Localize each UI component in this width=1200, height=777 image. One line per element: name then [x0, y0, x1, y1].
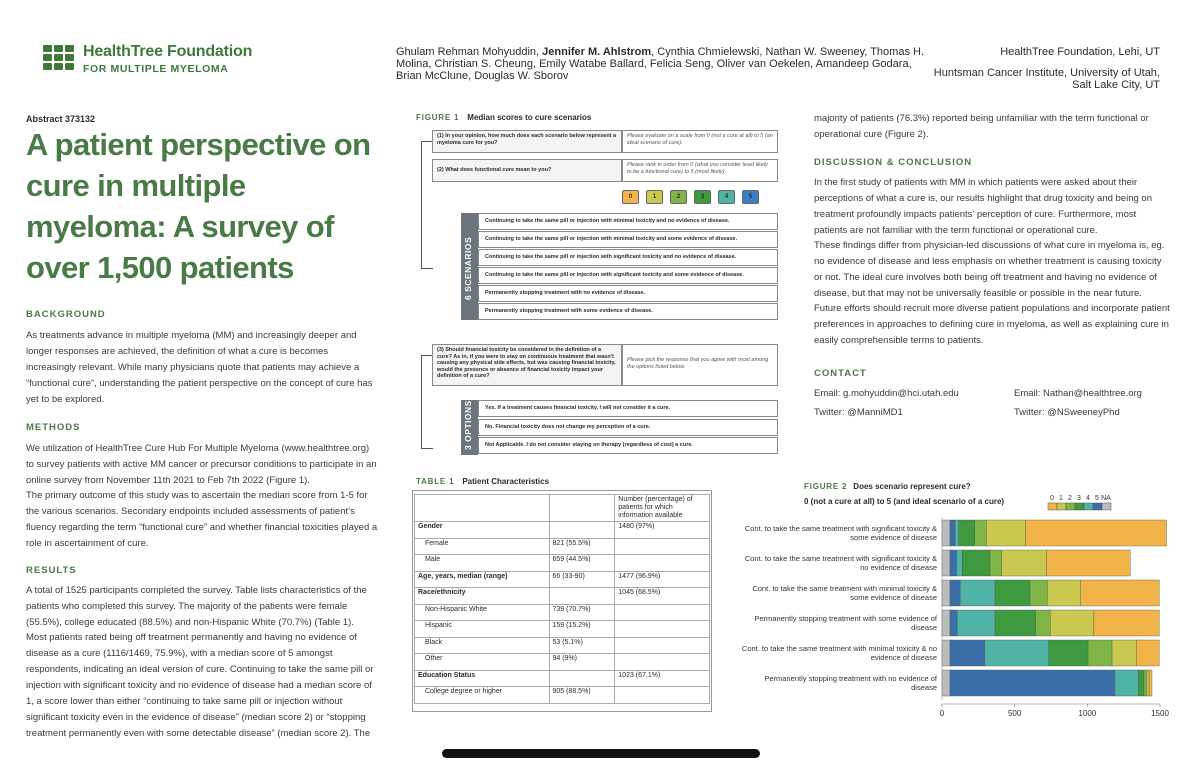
logo-name: HealthTree Foundation	[83, 43, 253, 60]
option-item: No. Financial toxicity does not change my perception of a cure.	[478, 419, 778, 436]
scale-cell: 1	[646, 190, 663, 204]
instruction-1: Please evaluate on a scale from 0 (not a cure at all) to 5 (an ideal scenario of cure).	[622, 130, 778, 153]
bar-segment	[1047, 550, 1131, 576]
bar-segment	[1137, 640, 1160, 666]
affiliation-1: HealthTree Foundation, Lehi, UT	[1000, 46, 1160, 58]
stacked-bar-chart	[930, 490, 1175, 720]
bar-segment	[1147, 670, 1149, 696]
abstract-id: Abstract 373132	[26, 114, 96, 124]
bar-segment	[1138, 670, 1144, 696]
methods-text-2: The primary outcome of this study was to ascertain the median score from 1-5 for the various scenarios. Secondary endpoints included assessments of patient’s fluency regarding the term “functional cure” and whether financial toxicities played a role in ascertainment of cure.	[26, 490, 378, 549]
x-tick-label: 0	[939, 709, 945, 718]
discussion-text-3: Future efforts should recruit more diverse patient populations and incorporate patient preferences in approaches to defining cure in myeloma, as well as explaining cure in easily comprehensible terms to patients.	[814, 303, 1170, 346]
methods-heading: METHODS	[26, 422, 81, 433]
discussion-text-1: In the first study of patients with MM in which patients were asked about their perceptions of what a cure is, our results highlight that drug toxicity and being on treatment profoundly impacts patients’ perception of cure. Furthermore, most patients are not familiar with the term functional or operational cure.	[814, 177, 1152, 236]
figure-2-label: FIGURE 2	[804, 482, 848, 491]
table-cell-available: 1023 (67.1%)	[615, 670, 710, 687]
figure-1-title: Median scores to cure scenarios	[467, 113, 592, 122]
legend-swatch	[1084, 503, 1093, 510]
bar-segment	[1112, 640, 1137, 666]
chart-category-label: Permanently stopping treatment with some evidence of disease	[754, 614, 937, 632]
chart-category-label: Cont. to take the same treatment with significant toxicity & some evidence of disease	[744, 524, 937, 542]
table-cell-available	[615, 555, 710, 572]
legend-label: 2	[1068, 495, 1072, 502]
legend-label: 3	[1077, 495, 1081, 502]
table-1-caption	[416, 477, 549, 486]
legend-label: NA	[1101, 495, 1111, 502]
background-heading: BACKGROUND	[26, 309, 106, 320]
chart-category-label: Permanently stopping treatment with no evidence of disease	[764, 674, 937, 692]
bar-segment	[957, 550, 963, 576]
bar-segment	[1115, 670, 1138, 696]
table-row	[415, 670, 710, 687]
table-1-title: Patient Characteristics	[462, 477, 550, 486]
bar-segment	[950, 640, 985, 666]
option-item: Yes. If a treatment causes financial toxicity, I will not consider it a cure.	[478, 400, 778, 417]
table-cell-label: Hispanic	[415, 621, 550, 638]
table-header-cell	[549, 495, 615, 522]
contact-heading: CONTACT	[814, 368, 867, 379]
figure-2-title: Does scenario represent cure?	[853, 482, 971, 491]
results-continued-text: majority of patients (76.3%) reported being unfamiliar with the term functional or operational cure (Figure 2).	[814, 113, 1149, 140]
question-2: (2) What does functional cure mean to you?	[432, 159, 622, 182]
affiliations	[920, 46, 1160, 91]
table-cell-available	[615, 621, 710, 638]
x-tick-label: 500	[1007, 709, 1022, 718]
table-cell-available: 1045 (68.5%)	[615, 588, 710, 605]
table-cell-available	[615, 538, 710, 555]
table-cell-value	[549, 522, 615, 539]
x-tick-label: 1000	[1078, 709, 1097, 718]
bar-segment	[1047, 580, 1080, 606]
table-row	[415, 555, 710, 572]
author-list	[396, 46, 932, 82]
table-cell-value: 905 (88.5%)	[549, 687, 615, 704]
bar-segment	[942, 550, 950, 576]
table-1-label: TABLE 1	[416, 477, 455, 486]
bar-segment	[1036, 610, 1051, 636]
bar-segment	[1050, 610, 1094, 636]
scenario-item: Permanently stopping treatment with some evidence of disease.	[478, 303, 778, 320]
chart-category-label: Cont. to take the same treatment with minimal toxicity & some evidence of disease	[752, 584, 937, 602]
instruction-2: Please rank in order from 0 (what you consider least likely to be a functional cure) to 5 (most likely).	[622, 159, 778, 182]
table-cell-available	[615, 654, 710, 671]
contact-email-1[interactable]: Email: g.mohyuddin@hci.utah.edu	[814, 388, 959, 399]
background-text: As treatments advance in multiple myeloma (MM) and increasingly deeper and longer responses are achieved, the definition of what a cure is becomes increasingly relevant. While many physicians quote that patients may achieve a “functional cure”, understanding the patient perspective on the concept of cure has yet to be explored.	[26, 330, 373, 405]
scenario-item: Permanently stopping treatment with no evidence of disease.	[478, 285, 778, 302]
bar-segment	[950, 670, 1115, 696]
discussion-text-2: These findings differ from physician-led discussions of what cure in myeloma is, eg. no evidence of disease and less emphasis on whether treatment is causing toxicity or not. The ideal cure involves both being off treatment and having no evidence of disease, but that may not be universally feasible or possible in the near future.	[814, 240, 1165, 299]
legend-swatch	[1075, 503, 1084, 510]
table-row	[415, 621, 710, 638]
table-row	[415, 604, 710, 621]
legend-label: 0	[1050, 495, 1054, 502]
bar-segment	[950, 610, 957, 636]
figure-1-caption	[416, 113, 591, 122]
table-cell-label: Race/ethnicity	[415, 588, 550, 605]
scale-cell: 4	[718, 190, 735, 204]
table-header-cell	[415, 495, 550, 522]
scenarios-tag: 6 SCENARIOS	[463, 236, 473, 300]
bar-segment	[1026, 520, 1167, 546]
affiliation-2: Huntsman Cancer Institute, University of Utah, Salt Lake City, UT	[933, 67, 1160, 91]
contact-twitter-1[interactable]: Twitter: @ManniMD1	[814, 407, 903, 418]
table-cell-value: 739 (70.7%)	[549, 604, 615, 621]
bar-segment	[942, 640, 950, 666]
foundation-logo	[43, 43, 273, 79]
bar-segment	[950, 550, 957, 576]
table-cell-label: Non-Hispanic White	[415, 604, 550, 621]
bar-segment	[1030, 580, 1047, 606]
scale-cell: 3	[694, 190, 711, 204]
legend-swatch	[1048, 503, 1057, 510]
table-cell-label: Education Status	[415, 670, 550, 687]
table-cell-label: Male	[415, 555, 550, 572]
poster-title: A patient perspective on cure in multiple myeloma: A survey of over 1,500 patients	[26, 127, 371, 285]
table-cell-available	[615, 687, 710, 704]
table-cell-label: Other	[415, 654, 550, 671]
bar-segment	[962, 550, 990, 576]
table-cell-value: 53 (5.1%)	[549, 637, 615, 654]
bar-segment	[942, 580, 950, 606]
table-cell-value	[549, 670, 615, 687]
legend-label: 4	[1086, 495, 1090, 502]
bar-segment	[959, 520, 975, 546]
bar-segment	[1081, 580, 1159, 606]
bar-segment	[975, 520, 987, 546]
table-row	[415, 538, 710, 555]
chart-category-label: Cont. to take the same treatment with minimal toxicity & no evidence of disease	[741, 644, 937, 662]
table-cell-available	[615, 604, 710, 621]
table-cell-label: Gender	[415, 522, 550, 539]
table-row	[415, 687, 710, 704]
option-item: Not Applicable. I do not consider staying on therapy (regardless of cost) a cure.	[478, 437, 778, 454]
table-cell-value	[549, 588, 615, 605]
bar-segment	[995, 580, 1030, 606]
table-cell-value: 821 (55.5%)	[549, 538, 615, 555]
scale-cell: 0	[622, 190, 639, 204]
table-cell-value: 159 (15.2%)	[549, 621, 615, 638]
bar-segment	[942, 520, 950, 546]
table-cell-label: Black	[415, 637, 550, 654]
table-cell-value: 66 (33-90)	[549, 571, 615, 588]
legend-swatch	[1057, 503, 1066, 510]
bar-segment	[1094, 610, 1159, 636]
table-header-col3: Number (percentage) of patients for which information available	[615, 495, 710, 522]
chart-category-label: Cont. to take the same treatment with significant toxicity & no evidence of disease	[744, 554, 937, 572]
bar-segment	[995, 610, 1036, 636]
bar-segment	[1002, 550, 1047, 576]
question-3: (3) Should financial toxicity be considered in the definition of a cure? As in, if you were to stay on continuous treatment that wasn't causing any physical side effects, but was causing financial toxicity, would the presence or absence of financial toxicity impact your definition of a cure?	[432, 344, 622, 386]
x-tick-label: 1500	[1151, 709, 1169, 718]
bar-segment	[957, 610, 995, 636]
legend-swatch	[1093, 503, 1102, 510]
table-row	[415, 588, 710, 605]
bar-segment	[986, 520, 1025, 546]
logo-subtitle: FOR MULTIPLE MYELOMA	[83, 63, 229, 75]
table-cell-label: Age, years, median (range)	[415, 571, 550, 588]
bar-segment	[1088, 640, 1112, 666]
options-tag: 3 OPTIONS	[463, 400, 473, 450]
scale-cell: 2	[670, 190, 687, 204]
bar-segment	[1049, 640, 1088, 666]
scale-cell: 5	[742, 190, 759, 204]
figure-2-subtitle: 0 (not a cure at all) to 5 (and ideal scenario of a cure)	[804, 497, 1005, 506]
table-cell-available	[615, 637, 710, 654]
table-cell-value: 94 (9%)	[549, 654, 615, 671]
results-heading: RESULTS	[26, 565, 77, 576]
table-row	[415, 637, 710, 654]
table-cell-available: 1480 (97%)	[615, 522, 710, 539]
discussion-heading: DISCUSSION & CONCLUSION	[814, 157, 973, 168]
table-row	[415, 522, 710, 539]
bar-segment	[990, 550, 1002, 576]
patient-characteristics-table	[414, 494, 710, 704]
scenario-item: Continuing to take the same pill or injection with minimal toxicity and no evidence of disease.	[478, 213, 778, 230]
logo-mark-icon	[43, 45, 77, 71]
authors-post: , Cynthia Chmielewski, Nathan W. Sweeney, Thomas H. Molina, Christian S. Cheung, Emily Watabe Ballard, Felicia Seng, Oliver van Oekelen, Amandeep Godara, Brian McClune, Douglas W. Sborov	[396, 46, 925, 82]
methods-text-1: We utilization of HealthTree Cure Hub For Multiple Myeloma (www.healthtree.org) to survey patients with active MM cancer or precursor conditions to participate in an online survey from November 11th 2021 to Feb 7th 2022 (Figure 1).	[26, 443, 377, 486]
bar-segment	[942, 610, 950, 636]
bar-segment	[1149, 670, 1152, 696]
results-text-2: Most patients rated being off treatment permanently and having no evidence of disease as a cure (1116/1469, 75.9%), with a median score of 5 amongst respondents, indicating an ideal version of cure. Continuing to take the same pill or injection with significant toxicity and no evidence of disease had a median score of 1, a score lower than either “continuing to take same pill or injection without significant toxicity even in the evidence of disease” (median score 2) or “stopping treatment permanently even with some detectable disease” (median score 2). The	[26, 632, 374, 739]
bar-segment	[960, 580, 995, 606]
table-row	[415, 654, 710, 671]
scenario-item: Continuing to take the same pill or injection with significant toxicity and no evidence of disease.	[478, 249, 778, 266]
table-cell-value: 659 (44.5%)	[549, 555, 615, 572]
bar-segment	[950, 580, 960, 606]
table-cell-label: Female	[415, 538, 550, 555]
results-text-1: A total of 1525 participants completed the survey. Table lists characteristics of the patients who completed this survey. The majority of the patients were female (55.5%), college educated (88.5%) and non-Hispanic White (70.7%) (Table 1).	[26, 585, 367, 628]
bar-segment	[985, 640, 1049, 666]
contact-twitter-2[interactable]: Twitter: @NSweeneyPhd	[1014, 407, 1120, 418]
legend-swatch	[1066, 503, 1075, 510]
legend-label: 1	[1059, 495, 1063, 502]
table-row	[415, 571, 710, 588]
legend-swatch	[1102, 503, 1111, 510]
instruction-3: Please pick the response that you agree with most among the options listed below.	[622, 344, 778, 386]
table-cell-label: College degree or higher	[415, 687, 550, 704]
presenting-author: Jennifer M. Ahlstrom	[542, 46, 652, 58]
authors-pre: Ghulam Rehman Mohyuddin,	[396, 46, 543, 58]
bar-segment	[1144, 670, 1147, 696]
bar-segment	[950, 520, 955, 546]
bar-segment	[942, 670, 950, 696]
contact-email-2[interactable]: Email: Nathan@healthtree.org	[1014, 388, 1142, 399]
legend-label: 5	[1095, 495, 1099, 502]
scenario-item: Continuing to take the same pill or injection with minimal toxicity and some evidence of disease.	[478, 231, 778, 248]
table-header-row	[415, 495, 710, 522]
table-cell-available: 1477 (96.9%)	[615, 571, 710, 588]
question-1: (1) In your opinion, how much does each scenario below represent a myeloma cure for you?	[432, 130, 622, 153]
bar-segment	[955, 520, 959, 546]
figure-1-label: FIGURE 1	[416, 113, 460, 122]
home-indicator[interactable]	[442, 749, 760, 758]
scenario-item: Continuing to take the same pill or injection with significant toxicity and some evidence of disease.	[478, 267, 778, 284]
